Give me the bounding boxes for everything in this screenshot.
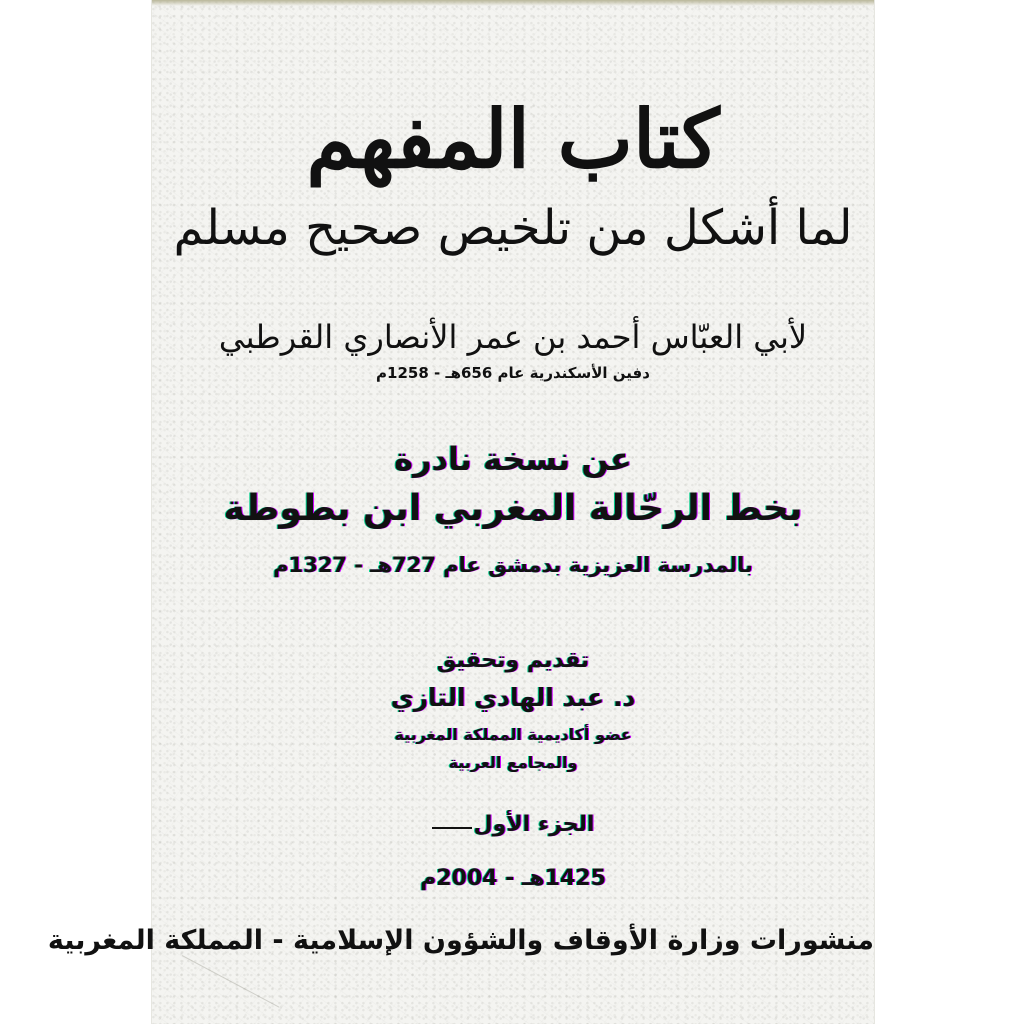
manuscript-source-line-1: عن نسخة نادرة bbox=[394, 440, 632, 478]
book-title: كتاب المفهم bbox=[306, 92, 720, 186]
paper-crease bbox=[182, 955, 280, 1008]
prepared-by-label: تقديم وتحقيق bbox=[436, 648, 590, 673]
editor-name: د. عبد الهادي التازي bbox=[390, 683, 636, 712]
manuscript-source-line-3: بالمدرسة العزيزية بدمشق عام 727هـ - 1327م bbox=[273, 553, 753, 577]
editor-affiliation-2: والمجامع العربية bbox=[448, 753, 578, 772]
editor-affiliation-1: عضو أكاديمية المملكة المغربية bbox=[394, 725, 632, 744]
publication-date: 1425هـ - 2004م bbox=[420, 866, 606, 891]
manuscript-source-line-2: بخط الرحّالة المغربي ابن بطوطة bbox=[223, 488, 803, 529]
publisher: منشورات وزارة الأوقاف والشؤون الإسلامية - المملكة المغربية bbox=[47, 925, 874, 956]
volume-text: الجزء الأول bbox=[473, 812, 595, 837]
volume-label bbox=[152, 812, 874, 837]
book-cover bbox=[47, 0, 875, 1024]
author-name: لأبي العبّاس أحمد بن عمر الأنصاري القرطبي bbox=[218, 318, 808, 356]
author-note: دفين الأسكندرية عام 656هـ - 1258م bbox=[376, 364, 650, 382]
book-subtitle: لما أشكل من تلخيص صحيح مسلم bbox=[173, 200, 853, 256]
volume-underline bbox=[432, 827, 472, 829]
cover-top-edge bbox=[152, 0, 874, 6]
